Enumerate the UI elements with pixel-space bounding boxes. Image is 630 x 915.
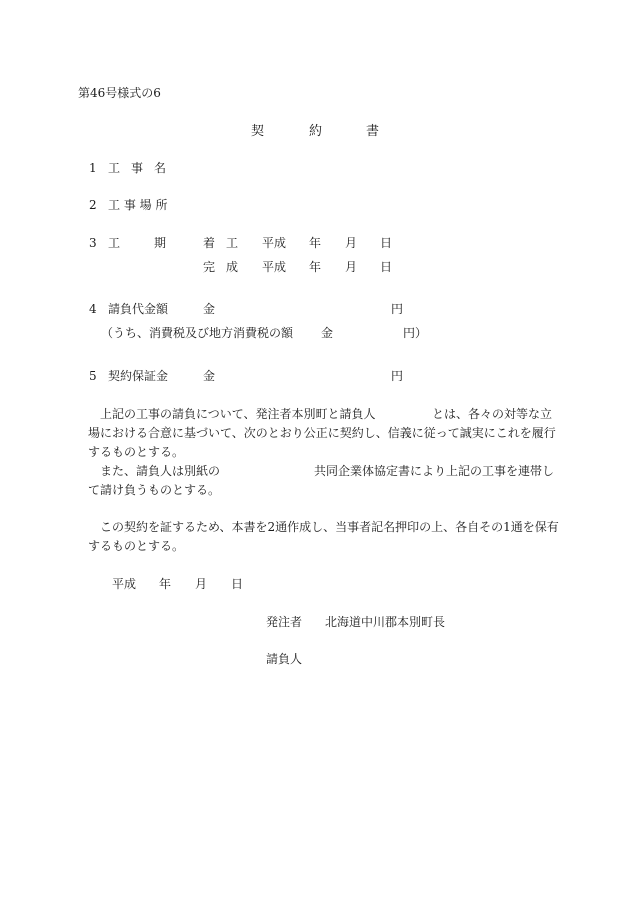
- tax-kin: 金: [321, 326, 334, 340]
- start-month: 月: [345, 236, 358, 250]
- guarantee-yen: 円: [391, 369, 404, 383]
- paragraph-line: 共同企業体協定書により上記の工事を連帯し: [314, 464, 555, 478]
- item-number: 1: [89, 161, 97, 175]
- paragraph-line: するものとする。: [88, 445, 185, 459]
- tax-yen: 円）: [403, 326, 428, 340]
- title-char-2: 約: [309, 124, 323, 139]
- item-label-char: 事: [131, 161, 144, 175]
- title-char-3: 書: [366, 124, 380, 139]
- end-month: 月: [345, 260, 358, 274]
- start-label-char: 工: [226, 236, 239, 250]
- end-day: 日: [380, 260, 393, 274]
- date-month: 月: [195, 577, 208, 591]
- contractor-label: 請負人: [266, 652, 303, 666]
- item-label: 請負代金額: [108, 302, 169, 316]
- title-char-1: 契: [251, 124, 265, 139]
- end-year: 年: [309, 260, 322, 274]
- end-era: 平成: [262, 260, 287, 274]
- end-label-char: 完: [203, 260, 216, 274]
- form-number: 第46号様式の6: [78, 86, 161, 100]
- date-year: 年: [159, 577, 172, 591]
- item-label: 契約保証金: [108, 369, 169, 383]
- paragraph-line: するものとする。: [88, 539, 185, 553]
- start-label-char: 着: [203, 236, 216, 250]
- amount-kin: 金: [203, 302, 216, 316]
- tax-note-label: （うち、消費税及び地方消費税の額: [101, 326, 294, 340]
- item-number: 2: [89, 198, 97, 212]
- orderer-label: 発注者: [266, 615, 303, 629]
- paragraph-line: また、請負人は別紙の: [100, 464, 221, 478]
- date-day: 日: [231, 577, 244, 591]
- paragraph-line: この契約を証するため、本書を2通作成し、当事者記名押印の上、各自その1通を保有: [100, 520, 559, 534]
- end-label-char: 成: [226, 260, 239, 274]
- item-label-char: 工: [108, 236, 121, 250]
- item-number: 3: [89, 236, 97, 250]
- paragraph-line: て請け負うものとする。: [88, 483, 221, 497]
- item-label-char: 期: [154, 236, 167, 250]
- item-label-char: 工: [108, 161, 121, 175]
- paragraph-line: とは、各々の対等な立: [432, 407, 553, 421]
- item-label-char: 名: [154, 161, 167, 175]
- amount-yen: 円: [391, 302, 404, 316]
- item-label: 工 事 場 所: [108, 198, 168, 212]
- orderer-name: 北海道中川郡本別町長: [325, 615, 446, 629]
- start-era: 平成: [262, 236, 287, 250]
- paragraph-line: 場における合意に基づいて、次のとおり公正に契約し、信義に従って誠実にこれを履行: [88, 426, 556, 440]
- item-number: 5: [89, 369, 97, 383]
- item-number: 4: [89, 302, 97, 316]
- guarantee-kin: 金: [203, 369, 216, 383]
- paragraph-line: 上記の工事の請負について、発注者本別町と請負人: [100, 407, 376, 421]
- start-day: 日: [380, 236, 393, 250]
- date-era: 平成: [112, 577, 137, 591]
- start-year: 年: [309, 236, 322, 250]
